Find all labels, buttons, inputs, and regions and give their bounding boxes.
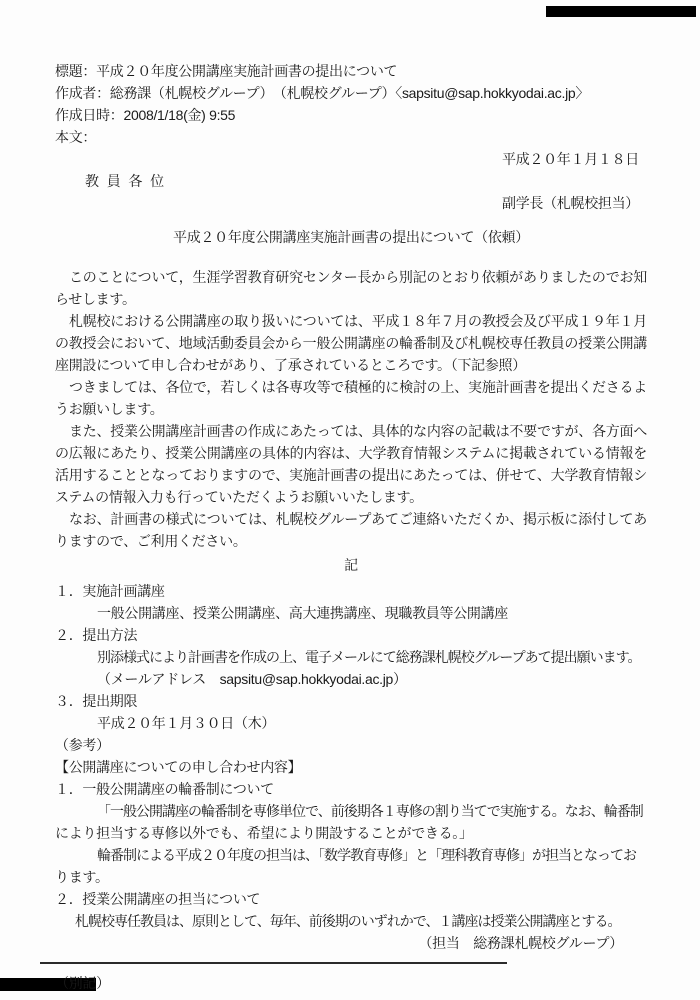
body-paragraph: つきましては、各位で，若しくは各専攻等で積極的に検討の上、実施計画書を提出くださるようお願いします。 bbox=[55, 379, 647, 417]
reference-body-line: 札幌校専任教員は、原則として、毎年、前後期のいずれかで、１講座は授業公開講座とする。 bbox=[75, 913, 621, 929]
reference-label: （参考） bbox=[55, 737, 110, 753]
reference-body-line: ります。 bbox=[55, 869, 109, 885]
email-datetime-line: 作成日時：2008/1/18(金) 9:55 bbox=[55, 107, 236, 123]
letter-addressee: 教員各位 bbox=[85, 173, 172, 189]
notes-list bbox=[55, 580, 647, 734]
appendix-label: （別記） bbox=[55, 975, 110, 991]
note-item-body: 平成２０年１月３０日（木） bbox=[97, 715, 276, 731]
reference-quote-line: 「一般公開講座の輪番制を専修単位で、前後期各１専修の割り当てで実施する。なお、輪番制 bbox=[97, 803, 643, 819]
reference-item-heading: １．一般公開講座の輪番制について bbox=[55, 781, 274, 797]
note-item-email: （メールアドレス sapsitu@sap.hokkyodai.ac.jp） bbox=[97, 671, 407, 687]
body-paragraph: 札幌校における公開講座の取り扱いについては、平成１８年７月の教授会及び平成１９年１月の教授会において、地域活動委員会から一般公開講座の輪番制及び札幌校専任教員の授業公開講座開設について申し合わせがあり、了承されているところです。（下記参照） bbox=[55, 313, 647, 373]
note-item-body: 一般公開講座、授業公開講座、高大連携講座、現職教員等公開講座 bbox=[97, 605, 508, 621]
email-metadata-block bbox=[55, 60, 647, 148]
reference-item-heading: ２．授業公開講座の担当について bbox=[55, 891, 261, 907]
note-item-body: 別添様式により計画書を作成の上、電子メールにて総務課札幌校グループあて提出願います。 bbox=[97, 649, 641, 665]
email-subject-line: 標題：平成２０年度公開講座実施計画書の提出について bbox=[55, 63, 398, 79]
reference-quote-line: により担当する専修以外でも、希望により開設することができる。」 bbox=[55, 825, 473, 841]
divider-line bbox=[40, 962, 507, 964]
note-item-heading: １．実施計画講座 bbox=[55, 583, 165, 599]
body-paragraph: なお、計画書の様式については、札幌校グループあてご連絡いただくか、掲示板に添付してありますので、ご利用ください。 bbox=[55, 511, 647, 549]
reference-heading: 【公開講座についての申し合わせ内容】 bbox=[55, 759, 302, 775]
scan-artifact-bar-top-right bbox=[546, 6, 696, 17]
body-paragraph: また、授業公開講座計画書の作成にあたっては、具体的な内容の記載は不要ですが、各方面への広報にあたり、授業公開講座の具体的内容は、大学教育情報システムに掲載されている情報を活用することとなっておりますので、実施計画書の提出にあたっては、併せて、大学教育情報システムの情報入力も行っていただくようお願いいたします。 bbox=[55, 423, 647, 505]
letter-sender: 副学長（札幌校担当） bbox=[502, 195, 639, 211]
letter-date: 平成２０年１月１８日 bbox=[502, 151, 639, 167]
ki-marker: 記 bbox=[344, 557, 358, 573]
reference-body-line: 輪番制による平成２０年度の担当は、「数学教育専修」と「理科教育専修」が担当となってお bbox=[97, 847, 636, 863]
email-author-line: 作成者：総務課（札幌校グループ） （札幌校グループ）〈sapsitu@sap.hokkyodai.ac.jp〉 bbox=[55, 85, 590, 101]
note-item-heading: ３．提出期限 bbox=[55, 693, 138, 709]
signature-line: （担当 総務課札幌校グループ） bbox=[418, 935, 623, 951]
letter-title: 平成２０年度公開講座実施計画書の提出について（依頼） bbox=[173, 229, 529, 245]
email-body-label: 本文： bbox=[55, 129, 97, 145]
body-paragraph: このことについて，生涯学習教育研究センター長から別記のとおり依頼がありましたのでお知らせします。 bbox=[55, 269, 647, 307]
note-item-heading: ２．提出方法 bbox=[55, 627, 138, 643]
reference-section bbox=[55, 734, 647, 954]
document-content bbox=[55, 60, 647, 994]
